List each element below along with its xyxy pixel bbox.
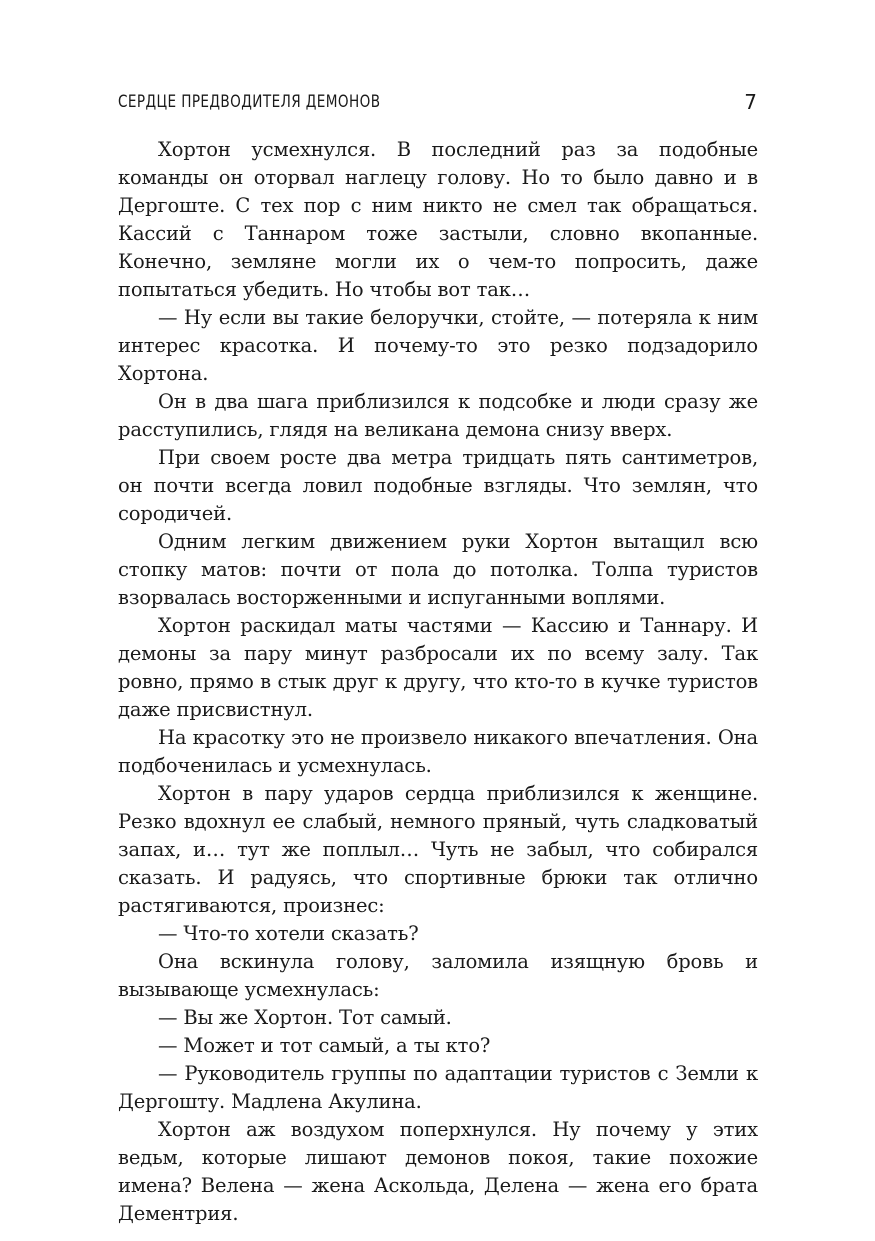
paragraph: Одним легким движением руки Хортон вытащил всю стопку матов: почти от пола до потолка. Толпа туристов взорвалась восторженными и испуганными воплями. bbox=[118, 530, 758, 609]
paragraph: Он в два шага приблизился к подсобке и люди сразу же расступились, глядя на великана демона снизу вверх. bbox=[118, 390, 758, 441]
paragraph: Хортон в пару ударов сердца приблизился к женщине. Резко вдохнул ее слабый, немного пряный, чуть сладковатый запах, и… тут же поплыл… Чуть не забыл, что собирался сказать. И радуясь, что спортивные брюки так отлично растягиваются, произнес: bbox=[118, 782, 758, 917]
paragraph: — Ну если вы такие белоручки, стойте, — потеряла к ним интерес красотка. И почему-то это резко подзадорило Хортона. bbox=[118, 306, 758, 385]
paragraph: Она вскинула голову, заломила изящную бровь и вызывающе усмехнулась: bbox=[118, 950, 758, 1001]
paragraph: При своем росте два метра тридцать пять сантиметров, он почти всегда ловил подобные взгляды. Что землян, что сородичей. bbox=[118, 446, 758, 525]
body-text bbox=[118, 136, 758, 1228]
page-header bbox=[118, 86, 757, 118]
page-number: 7 bbox=[744, 90, 757, 114]
paragraph: Хортон раскидал маты частями — Кассию и Таннару. И демоны за пару минут разбросали их по всему залу. Так ровно, прямо в стык друг к другу, что кто-то в кучке туристов даже присвистнул. bbox=[118, 614, 758, 721]
paragraph: На красотку это не произвело никакого впечатления. Она подбоченилась и усмехнулась. bbox=[118, 726, 758, 777]
paragraph: — Может и тот самый, а ты кто? bbox=[158, 1034, 491, 1057]
paragraph: — Вы же Хортон. Тот самый. bbox=[158, 1006, 452, 1029]
running-title: СЕРДЦЕ ПРЕДВОДИТЕЛЯ ДЕМОНОВ bbox=[118, 92, 381, 112]
paragraph: Хортон усмехнулся. В последний раз за подобные команды он оторвал наглецу голову. Но то было давно и в Дергоште. С тех пор с ним никто не смел так обращаться. Кассий с Таннаром тоже застыли, словно вкопанные. Конечно, земляне могли их о чем-то попросить, даже попытаться убедить. Но чтобы вот так… bbox=[118, 138, 758, 301]
paragraph: — Что-то хотели сказать? bbox=[158, 922, 419, 945]
paragraph: — Руководитель группы по адаптации туристов с Земли к Дергошту. Мадлена Акулина. bbox=[118, 1062, 758, 1113]
paragraph: Хортон аж воздухом поперхнулся. Ну почему у этих ведьм, которые лишают демонов покоя, такие похожие имена? Велена — жена Аскольда, Делена — жена его брата Дементрия. bbox=[118, 1118, 758, 1225]
